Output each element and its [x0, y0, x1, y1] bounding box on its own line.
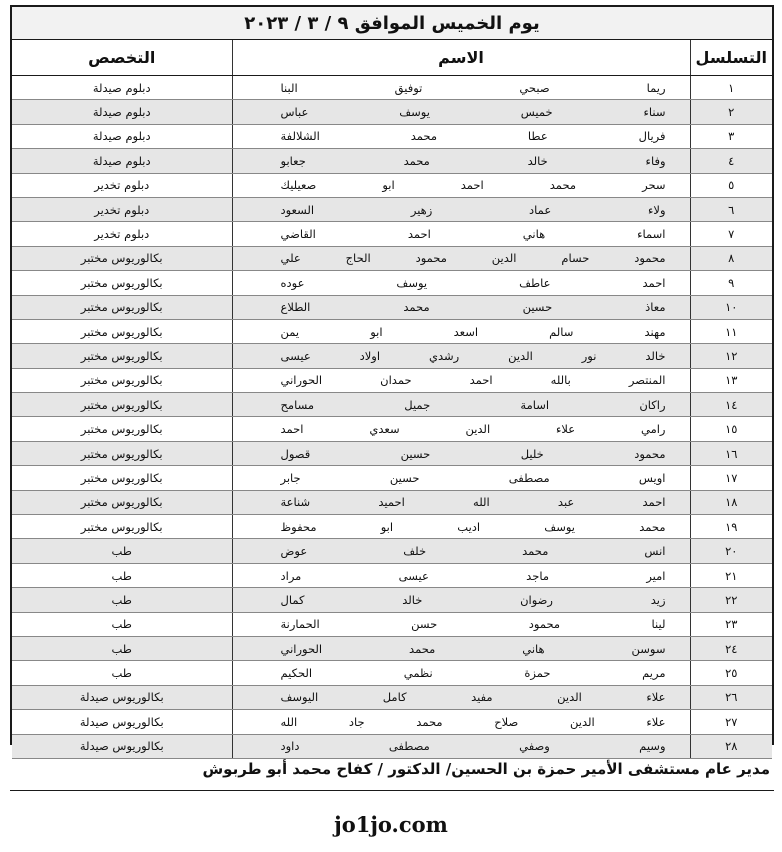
column-header-name: الاسم	[232, 40, 690, 76]
specialty-cell: دبلوم صيدلة	[12, 149, 232, 173]
table-row	[12, 197, 772, 221]
name-cell: مريم حمزة نظمي الحكيم	[232, 661, 690, 685]
table-row	[12, 466, 772, 490]
specialty-cell: دبلوم صيدلة	[12, 124, 232, 148]
name-cell: زيد رضوان خالد كمال	[232, 588, 690, 612]
serial-cell: ١٠	[690, 295, 772, 319]
serial-cell: ٢٦	[690, 685, 772, 709]
serial-cell: ٩	[690, 271, 772, 295]
specialty-cell: طب	[12, 612, 232, 636]
name-cell: ريما صبحي توفيق البنا	[232, 76, 690, 100]
announcement-sheet	[10, 5, 774, 754]
serial-cell: ١٥	[690, 417, 772, 441]
specialty-cell: طب	[12, 636, 232, 660]
table-header-row	[12, 40, 772, 76]
name-cell: سوسن هاني محمد الحوراني	[232, 636, 690, 660]
specialty-cell: بكالوريوس مختبر	[12, 344, 232, 368]
name-cell: سحر محمد احمد ابو صعيليك	[232, 173, 690, 197]
serial-cell: ٢٨	[690, 734, 772, 758]
table-row	[12, 344, 772, 368]
specialty-cell: طب	[12, 661, 232, 685]
table-body	[12, 76, 772, 759]
serial-cell: ٤	[690, 149, 772, 173]
name-cell: انس محمد خلف عوض	[232, 539, 690, 563]
specialty-cell: دبلوم تخدير	[12, 173, 232, 197]
specialty-cell: بكالوريوس مختبر	[12, 319, 232, 343]
serial-cell: ٢٥	[690, 661, 772, 685]
name-cell: ولاء عماد زهير السعود	[232, 197, 690, 221]
serial-cell: ٨	[690, 246, 772, 270]
specialty-cell: بكالوريوس صيدلة	[12, 710, 232, 734]
table-row	[12, 124, 772, 148]
serial-cell: ١٨	[690, 490, 772, 514]
specialty-cell: بكالوريوس مختبر	[12, 271, 232, 295]
serial-cell: ٢٢	[690, 588, 772, 612]
name-cell: اسماء هاني احمد القاضي	[232, 222, 690, 246]
specialty-cell: بكالوريوس صيدلة	[12, 734, 232, 758]
table-row	[12, 149, 772, 173]
serial-cell: ٢٠	[690, 539, 772, 563]
name-cell: محمود حسام الدين محمود الحاج علي	[232, 246, 690, 270]
table-row	[12, 173, 772, 197]
specialty-cell: دبلوم صيدلة	[12, 100, 232, 124]
serial-cell: ٥	[690, 173, 772, 197]
name-cell: احمد عبد الله احميد شناعة	[232, 490, 690, 514]
candidates-table	[12, 40, 772, 759]
table-row	[12, 295, 772, 319]
table-row	[12, 588, 772, 612]
specialty-cell: بكالوريوس مختبر	[12, 515, 232, 539]
specialty-cell: بكالوريوس مختبر	[12, 441, 232, 465]
table-row	[12, 661, 772, 685]
name-cell: معاذ حسين محمد الطلاع	[232, 295, 690, 319]
name-cell: لينا محمود حسن الحمارنة	[232, 612, 690, 636]
name-cell: امير ماجد عيسى مراد	[232, 563, 690, 587]
serial-cell: ٢١	[690, 563, 772, 587]
serial-cell: ١٦	[690, 441, 772, 465]
serial-cell: ٢	[690, 100, 772, 124]
table-row	[12, 319, 772, 343]
specialty-cell: بكالوريوس مختبر	[12, 368, 232, 392]
table-row	[12, 100, 772, 124]
name-cell: وسيم وصفي مصطفى داود	[232, 734, 690, 758]
specialty-cell: دبلوم تخدير	[12, 197, 232, 221]
site-watermark: jo1jo.com	[334, 812, 448, 837]
column-header-serial: التسلسل	[690, 40, 772, 76]
table-row	[12, 393, 772, 417]
serial-cell: ٧	[690, 222, 772, 246]
table-row	[12, 710, 772, 734]
table-row	[12, 612, 772, 636]
serial-cell: ١٩	[690, 515, 772, 539]
signature-line: مدير عام مستشفى الأمير حمزة بن الحسين/ الدكتور / كفاح محمد أبو طربوش	[202, 760, 770, 778]
name-cell: مهند سالم اسعد ابو يمن	[232, 319, 690, 343]
table-row	[12, 563, 772, 587]
name-cell: سناء خميس يوسف عباس	[232, 100, 690, 124]
specialty-cell: بكالوريوس مختبر	[12, 466, 232, 490]
column-header-specialty: التخصص	[12, 40, 232, 76]
specialty-cell: بكالوريوس مختبر	[12, 246, 232, 270]
specialty-cell: طب	[12, 588, 232, 612]
serial-cell: ١	[690, 76, 772, 100]
name-cell: محمود خليل حسين قصول	[232, 441, 690, 465]
table-row	[12, 246, 772, 270]
table-row	[12, 441, 772, 465]
name-cell: وفاء خالد محمد جعابو	[232, 149, 690, 173]
specialty-cell: دبلوم صيدلة	[12, 76, 232, 100]
serial-cell: ٦	[690, 197, 772, 221]
name-cell: فريال عطا محمد الشلالفة	[232, 124, 690, 148]
serial-cell: ١٤	[690, 393, 772, 417]
footer-divider	[10, 790, 774, 791]
specialty-cell: دبلوم تخدير	[12, 222, 232, 246]
specialty-cell: بكالوريوس صيدلة	[12, 685, 232, 709]
serial-cell: ١٢	[690, 344, 772, 368]
serial-cell: ١٣	[690, 368, 772, 392]
specialty-cell: بكالوريوس مختبر	[12, 393, 232, 417]
name-cell: خالد نور الدين رشدي اولاد عيسى	[232, 344, 690, 368]
specialty-cell: بكالوريوس مختبر	[12, 417, 232, 441]
specialty-cell: طب	[12, 539, 232, 563]
table-row	[12, 539, 772, 563]
specialty-cell: بكالوريوس مختبر	[12, 490, 232, 514]
table-row	[12, 271, 772, 295]
table-row	[12, 515, 772, 539]
name-cell: علاء الدين صلاح محمد جاد الله	[232, 710, 690, 734]
table-row	[12, 685, 772, 709]
serial-cell: ٣	[690, 124, 772, 148]
table-row	[12, 417, 772, 441]
date-title: يوم الخميس الموافق ٩ / ٣ / ٢٠٢٣	[12, 7, 772, 40]
name-cell: احمد عاطف يوسف عوده	[232, 271, 690, 295]
serial-cell: ٢٣	[690, 612, 772, 636]
table-row	[12, 368, 772, 392]
table-row	[12, 222, 772, 246]
name-cell: المنتصر بالله احمد حمدان الحوراني	[232, 368, 690, 392]
table-row	[12, 636, 772, 660]
table-row	[12, 76, 772, 100]
name-cell: اويس مصطفى حسين جابر	[232, 466, 690, 490]
table-row	[12, 734, 772, 758]
serial-cell: ٢٧	[690, 710, 772, 734]
table-row	[12, 490, 772, 514]
serial-cell: ١١	[690, 319, 772, 343]
serial-cell: ١٧	[690, 466, 772, 490]
name-cell: علاء الدين مفيد كامل اليوسف	[232, 685, 690, 709]
specialty-cell: بكالوريوس مختبر	[12, 295, 232, 319]
name-cell: محمد يوسف اديب ابو محفوظ	[232, 515, 690, 539]
specialty-cell: طب	[12, 563, 232, 587]
serial-cell: ٢٤	[690, 636, 772, 660]
name-cell: رامي علاء الدين سعدي احمد	[232, 417, 690, 441]
name-cell: راكان اسامة جميل مسامح	[232, 393, 690, 417]
